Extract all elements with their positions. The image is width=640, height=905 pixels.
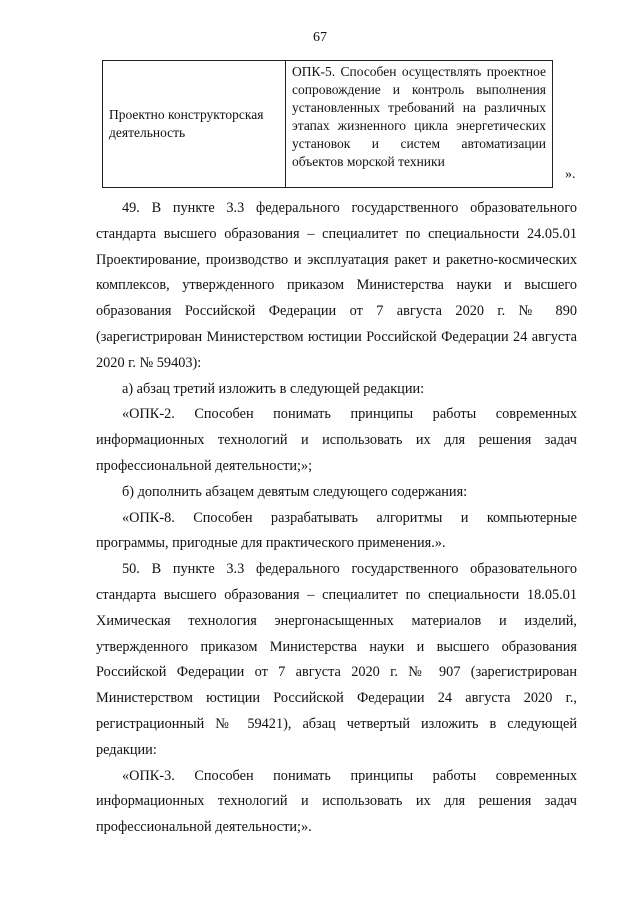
paragraph-opk-8: «ОПК-8. Способен разрабатывать алгоритмы и компьютерные программы, пригодные для практического применения.». <box>96 509 577 552</box>
page-number: 67 <box>313 30 327 45</box>
table-row <box>103 61 553 188</box>
paragraph-subitem-b: б) дополнить абзацем девятым следующего содержания: <box>122 483 468 500</box>
document-body <box>96 196 577 841</box>
closing-quote: ». <box>565 167 576 182</box>
competency-cell: ОПК-5. Способен осуществлять проектное сопровождение и контроль выполнения установленных требований на различных этапах жизненного цикла энергетических установок и систем автоматизации объектов морской техники <box>286 61 553 188</box>
paragraph-opk-2: «ОПК-2. Способен понимать принципы работы современных информационных технологий и использовать их для решения задач профессиональной деятельности;»; <box>96 406 577 474</box>
activity-type-cell: Проектно конструкторская деятельность <box>103 61 286 188</box>
paragraph-49: 49. В пункте 3.3 федерального государственного образовательного стандарта высшего образования – специалитет по специальности 24.05.01 Проектирование, производство и эксплуатация ракет и ракетно-космических комплексов, утвержденного приказом Министерства науки и высшего образования Российской Федерации от 7 августа 2020 г. № 890 (зарегистрирован Министерством юстиции Российской Федерации 24 августа 2020 г. № 59403): <box>96 200 577 371</box>
competency-table <box>102 60 553 188</box>
paragraph-opk-3: «ОПК-3. Способен понимать принципы работы современных информационных технологий и использовать их для решения задач профессиональной деятельности;». <box>96 767 577 836</box>
paragraph-50: 50. В пункте 3.3 федерального государственного образовательного стандарта высшего образования – специалитет по специальности 18.05.01 Химическая технология энергонасыщенных материалов и изделий, утвержденного приказом Министерства науки и высшего образования Российской Федерации от 7 августа 2020 г. № 907 (зарегистрирован Министерством юстиции Российской Федерации 24 августа 2020 г., регистрационный № 59421), абзац четвертый изложить в следующей редакции: <box>96 561 577 758</box>
paragraph-subitem-a: а) абзац третий изложить в следующей редакции: <box>122 380 425 397</box>
